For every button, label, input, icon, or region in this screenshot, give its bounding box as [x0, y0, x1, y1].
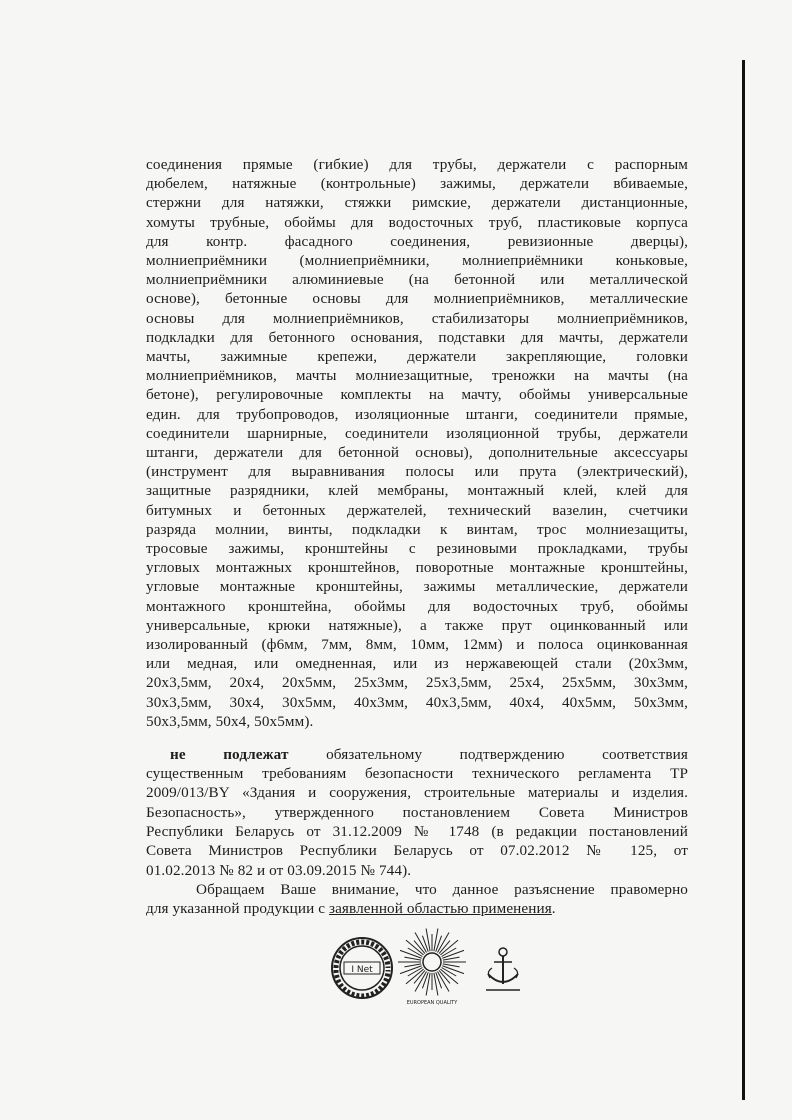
paragraph1-line: монтажного кронштейна, обоймы для водосточных труб, обоймы — [146, 597, 688, 615]
paragraph3-line-2 — [146, 899, 688, 918]
paragraph1-line: бетоне), регулировочные комплекты на мачту, обоймы универсальные — [146, 386, 688, 404]
paragraph3-line-1: Обращаем Ваше внимание, что данное разъяснение правомерно — [196, 881, 688, 898]
paragraph1-line: или медная, или омедненная, или из нержавеющей стали (20х3мм, — [146, 655, 688, 673]
not-subject-bold: не подлежат — [170, 746, 289, 763]
seal-label: I Net — [351, 965, 373, 975]
paragraph1-line: молниеприёмников, мачты молниезащитные, треножки на мачты (на — [146, 367, 688, 385]
paragraph2-first-line — [170, 745, 688, 764]
paragraph1-line: мачты, зажимные крепежи, держатели закрепляющие, головки — [146, 348, 688, 365]
paragraph3-line2-end: . — [551, 900, 556, 917]
paragraph1-line: 20х3,5мм, 20х4, 20х5мм, 25х3мм, 25х3,5мм, 25х4, 25х5мм, 30х3мм, — [146, 674, 688, 692]
paragraph1-line: стержни для натяжки, стяжки римские, держатели дистанционные, — [146, 194, 688, 212]
paragraph1-line: (инструмент для выравнивания полосы или прута (электрический), — [146, 463, 688, 481]
paragraph1-line: 50х3,5мм, 50х4, 50х5мм). — [146, 712, 314, 730]
paragraph2-line: Республики Беларусь от 31.12.2009 № 1748 (в редакции постановлений — [146, 822, 688, 840]
declared-scope-underlined: заявленной областью применения — [328, 900, 552, 917]
paragraph1-line: битумных и бетонных держателей, технический вазелин, счетчики — [146, 501, 688, 519]
paragraph1-line: тросовые зажимы, кронштейны с резиновыми прокладками, трубы — [146, 540, 688, 557]
paragraph1-line: основе), бетонные основы для молниеприёмников, металлические — [146, 290, 688, 308]
european-quality-emblem-icon — [392, 924, 472, 1008]
inet-seal-icon — [330, 936, 394, 1000]
paragraph1-line: молниеприёмники (молниеприёмники, молниеприёмники коньковые, — [146, 252, 688, 269]
paragraph1-line: угловые монтажные кронштейны, зажимы металлические, держатели — [146, 578, 688, 596]
paragraph1-line: един. для трубопроводов, изоляционные штанги, соединители прямые, — [146, 405, 688, 423]
scan-edge-line — [742, 60, 745, 1100]
paragraph1-line: для контр. фасадного соединения, ревизионные дверцы), — [146, 232, 688, 250]
emblem-caption: EUROPEAN QUALITY — [406, 1000, 458, 1006]
paragraph1-line: 30х3,5мм, 30х4, 30х5мм, 40х3мм, 40х3,5мм, 40х4, 40х5мм, 50х3мм, — [146, 693, 688, 711]
paragraph1-line: соединители шарнирные, соединители изоляционной трубы, держатели — [146, 424, 688, 442]
paragraph2-line: существенным требованиям безопасности технического регламента ТР — [146, 765, 688, 782]
paragraph2-line: 01.02.2013 № 82 и от 03.09.2015 № 744). — [146, 861, 412, 879]
paragraph1-line: соединения прямые (гибкие) для трубы, держатели с распорным — [146, 156, 688, 173]
paragraph1-line: основы для молниеприёмников, стабилизаторы молниеприёмников, — [146, 309, 688, 327]
paragraph3-line2-start: для указанной продукции с — [146, 900, 329, 917]
paragraph1-line: хомуты трубные, обоймы для водосточных труб, пластиковые корпуса — [146, 213, 688, 231]
anchor-crest-icon — [482, 944, 524, 994]
paragraph2-line: 2009/013/BY «Здания и сооружения, строительные материалы и изделия. — [146, 784, 688, 802]
paragraph1-line: угловых монтажных кронштейнов, поворотные монтажные кронштейны, — [146, 559, 688, 577]
paragraph1-line: дюбелем, натяжные (контрольные) зажимы, держатели вбиваемые, — [146, 175, 688, 193]
paragraph1-line: молниеприёмники алюминиевые (на бетонной или металлической — [146, 271, 688, 289]
paragraph1-line: универсальные, крюки натяжные), а также прут оцинкованный или — [146, 616, 688, 634]
paragraph2-line: Совета Министров Республики Беларусь от 07.02.2012 № 125, от — [146, 842, 688, 860]
paragraph2-line: Безопасность», утвержденного постановлением Совета Министров — [146, 803, 688, 821]
paragraph1-line: изолированный (ф6мм, 7мм, 8мм, 10мм, 12мм) и полоса оцинкованная — [146, 636, 688, 653]
paragraph2-first-line-text: обязательному подтверждению соответствия — [288, 746, 688, 763]
paragraph1-line: разряда молнии, винты, подкладки к винтам, трос молниезащиты, — [146, 520, 688, 538]
paragraph1-line: подкладки для бетонного основания, подставки для мачты, держатели — [146, 328, 688, 346]
paragraph1-line: штанги, держатели для бетонной основы), дополнительные аксессуары — [146, 444, 688, 461]
paragraph1-line: защитные разрядники, клей мембраны, монтажный клей, клей для — [146, 482, 688, 500]
